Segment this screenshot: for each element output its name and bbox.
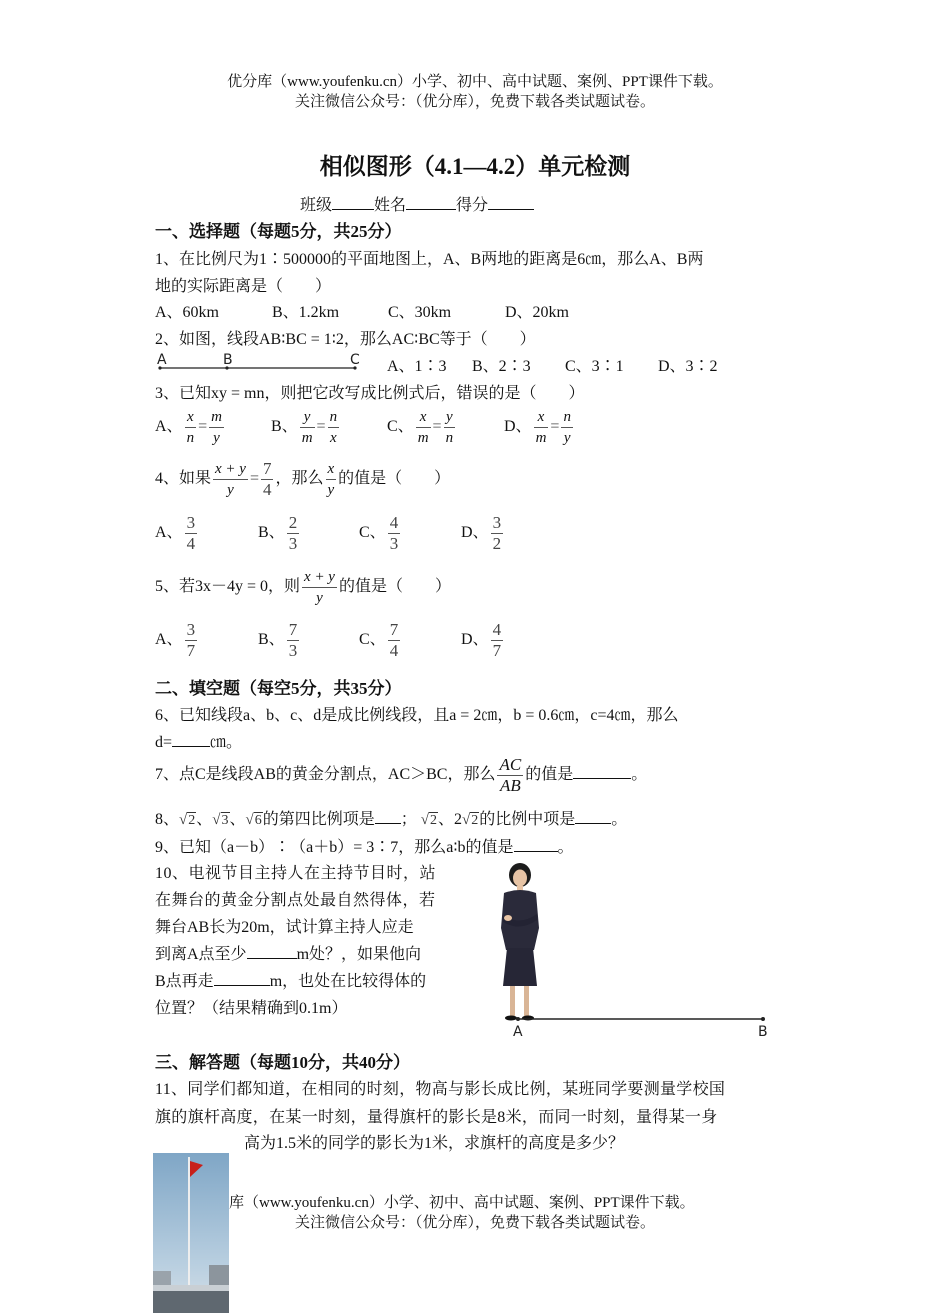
q4-option-a: A、 $\frac{3}{4}$ — [155, 513, 196, 553]
stage-point-a — [516, 1017, 520, 1021]
q6-line-2: d= ㎝。 — [155, 729, 242, 752]
q1-option-b: B、1.2km — [272, 304, 340, 321]
presenter-skirt — [503, 948, 537, 986]
header-line-2: 关注微信公众号：（优分库），免费下载各类试题试卷。 — [294, 94, 655, 110]
q1-option-d: D、20km — [505, 304, 570, 321]
q5-text: 5、若3x－4y = 0，则 $\frac{x + y}{y}$ 的值是（ ） — [155, 569, 451, 606]
q3-option-c: C、 $\frac{x}{m}$ = $\frac{y}{n}$ — [387, 409, 454, 446]
q10-line-6: 位置？（结果精确到0.1m） — [155, 1000, 348, 1017]
stage-label-a: A — [513, 1024, 523, 1040]
section-2-heading: 二、填空题（每空5分，共35分） — [155, 679, 402, 698]
q10-line-1: 10、电视节目主持人在主持节目时，站 — [155, 865, 437, 882]
section-1-heading: 一、选择题（每题5分，共25分） — [155, 222, 402, 241]
name-blank[interactable] — [406, 193, 456, 210]
q9-blank[interactable] — [514, 835, 558, 852]
class-blank[interactable] — [332, 193, 374, 210]
score-blank[interactable] — [488, 193, 534, 210]
page-title: 相似图形（4.1—4.2）单元检测 — [319, 154, 631, 179]
name-label: 姓名 — [374, 197, 407, 214]
footer-line-2: 关注微信公众号：（优分库），免费下载各类试题试卷。 — [294, 1215, 655, 1231]
q10-blank-2[interactable] — [214, 969, 270, 986]
q2-label-b: B — [223, 352, 233, 368]
stage-label-b: B — [758, 1024, 768, 1040]
q11-line-3: 高为1.5米的同学的影长为1米，求旗杆的高度是多少？ — [244, 1135, 625, 1152]
q2-segment-figure — [155, 350, 370, 376]
q9-text: 9、已知（a－b）∶（a＋b）= 3∶7，那么a∶b的值是 。 — [155, 834, 574, 857]
q10-line-2: 在舞台的黄金分割点处最自然得体，若 — [155, 892, 436, 909]
score-label: 得分 — [456, 197, 489, 214]
q11-line-1: 11、同学们都知道，在相同的时刻，物高与影长成比例，某班同学要测量学校国 — [155, 1081, 726, 1098]
q7-text: 7、点C是线段AB的黄金分割点，AC＞BC，那么 $\frac{AC}{AB}$ 的值是 。 — [155, 755, 648, 795]
q2-label-c: C — [350, 352, 360, 368]
q2-label-a: A — [157, 352, 167, 368]
class-label: 班级 — [300, 197, 333, 214]
header-line-1: 优分库（www.youfenku.cn）小学、初中、高中试题、案例、PPT课件下载。 — [227, 74, 723, 90]
info-line — [300, 192, 534, 215]
q2-option-d: D、3∶2 — [658, 358, 718, 375]
q4-option-b: B、 $\frac{2}{3}$ — [258, 513, 298, 553]
q5-option-b: B、 $\frac{7}{3}$ — [258, 620, 298, 660]
q2-option-c: C、3∶1 — [565, 358, 624, 375]
q3-option-b: B、 $\frac{y}{m}$ = $\frac{n}{x}$ — [271, 409, 338, 446]
q4-option-c: C、 $\frac{4}{3}$ — [359, 513, 399, 553]
q6-line-1: 6、已知线段a、b、c、d是成比例线段，且a = 2㎝，b = 0.6㎝，c=4㎝，那么 — [155, 707, 679, 724]
q4-option-d: D、 $\frac{3}{2}$ — [461, 513, 502, 553]
q2-text: 2、如图，线段AB∶BC = 1∶2，那么AC∶BC等于（ ） — [155, 331, 536, 348]
q3-option-a: A、 $\frac{x}{n}$ = $\frac{m}{y}$ — [155, 409, 222, 446]
q1-line-2: 地的实际距离是（ ） — [155, 278, 332, 295]
q3-option-d: D、 $\frac{x}{m}$ = $\frac{n}{y}$ — [504, 409, 571, 446]
q5-option-a: A、 $\frac{3}{7}$ — [155, 620, 196, 660]
q8-blank-2[interactable] — [575, 807, 611, 824]
q3-text: 3、已知xy = mn，则把它改写成比例式后，错误的是（ ） — [155, 385, 585, 402]
q5-option-d: D、 $\frac{4}{7}$ — [461, 620, 502, 660]
stage-point-b — [761, 1017, 765, 1021]
q11-line-2: 旗的旗杆高度，在某一时刻，量得旗杆的影长是8米，而同一时刻，量得某一身 — [155, 1109, 718, 1126]
q4-text: 4、如果 $\frac{x + y}{y}$ = $\frac{7}{4}$ ，那么 $\frac{x}{y}$ 的值是（ ） — [155, 459, 451, 499]
q1-option-c: C、30km — [388, 304, 452, 321]
q10-line-3: 舞台AB长为20m，试计算主持人应走 — [155, 919, 414, 936]
q1-line-1: 1、在比例尺为1∶500000的平面地图上，A、B两地的距离是6㎝，那么A、B两 — [155, 251, 704, 268]
q10-presenter-figure — [490, 858, 780, 1043]
q10-blank-1[interactable] — [247, 942, 297, 959]
photo-ground — [153, 1291, 229, 1313]
q5-option-c: C、 $\frac{7}{4}$ — [359, 620, 399, 660]
q8-blank-1[interactable] — [375, 807, 401, 824]
q8-text: 8、√2、√3、√6的第四比例项是 ； √2、2√2的比例中项是 。 — [155, 806, 627, 829]
flagpole-photo — [153, 1153, 229, 1313]
q1-option-a: A、60km — [155, 304, 220, 321]
q10-line-5: B点再走 m，也处在比较得体的 — [155, 968, 426, 991]
footer-line-1: 库（www.youfenku.cn）小学、初中、高中试题、案例、PPT课件下载。 — [229, 1195, 695, 1211]
section-3-heading: 三、解答题（每题10分，共40分） — [155, 1053, 410, 1072]
q2-option-b: B、2∶3 — [472, 358, 531, 375]
q7-blank[interactable] — [573, 762, 631, 779]
q6-blank[interactable] — [172, 730, 210, 747]
q10-line-4: 到离A点至少 m处？，如果他向 — [155, 941, 421, 964]
q2-option-a: A、1∶3 — [387, 358, 447, 375]
presenter-face — [513, 870, 527, 887]
